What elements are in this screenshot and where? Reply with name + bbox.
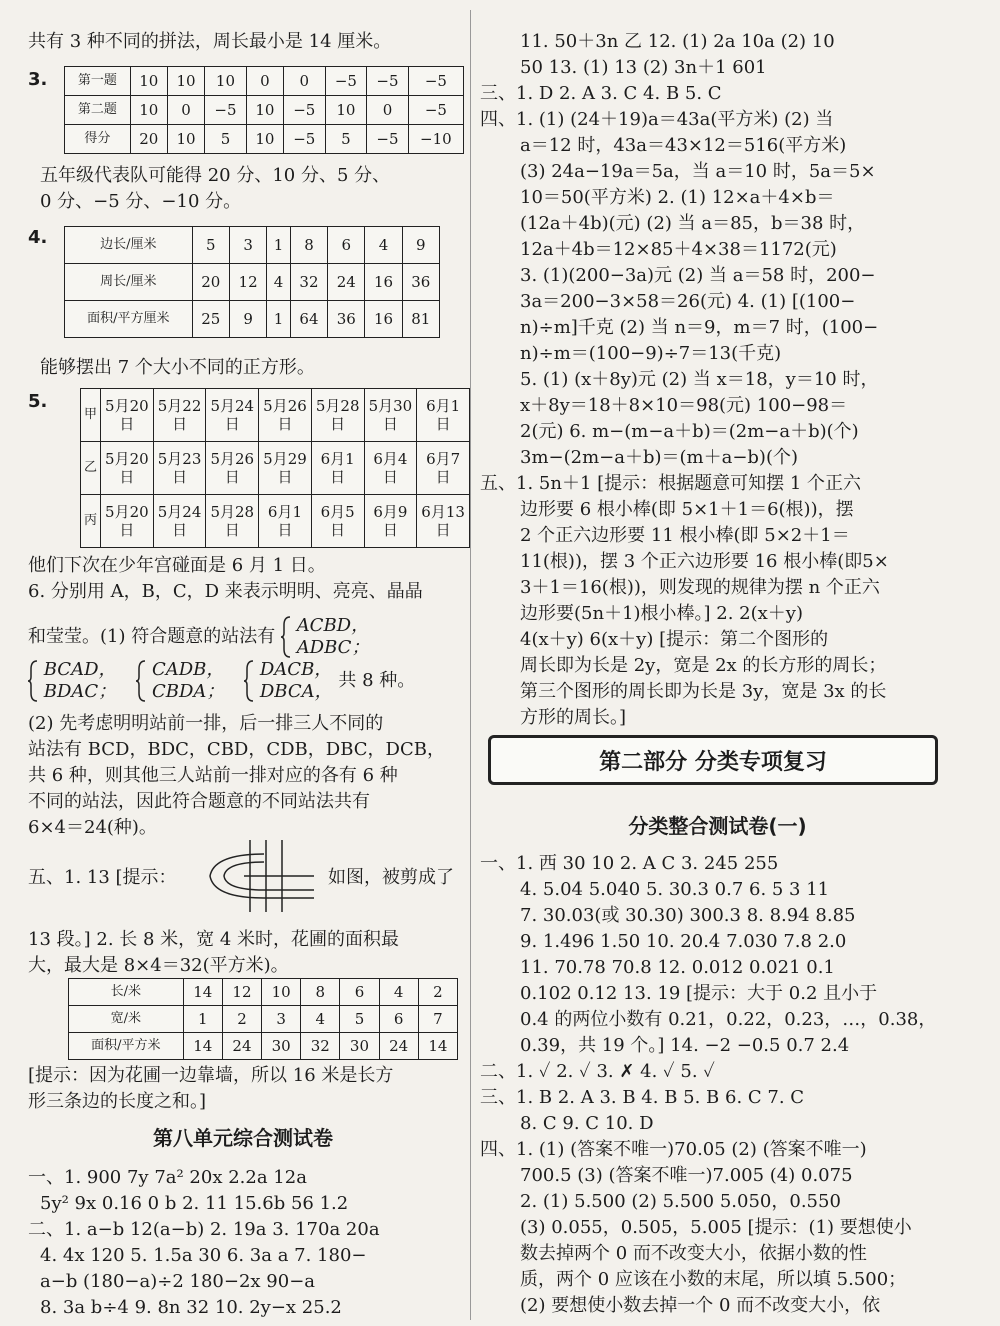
line: (3) 0.055，0.505，5.005 [提示：(1) 要想使小 bbox=[520, 1217, 912, 1238]
table-cell: 3 bbox=[229, 227, 266, 264]
table-cell: 5 bbox=[325, 125, 367, 154]
table-cell: 16 bbox=[365, 264, 402, 301]
table-cell: 16 bbox=[365, 301, 402, 338]
line: 11(根))，摆 3 个正六边形要 16 根小棒(即5× bbox=[520, 551, 889, 572]
row-header-cell: 丙 bbox=[81, 495, 101, 548]
brace-icon bbox=[28, 659, 38, 703]
table-cell: 30 bbox=[262, 1033, 301, 1060]
line: 8. 3a b÷4 9. 8n 32 10. 2y−x 25.2 bbox=[40, 1297, 342, 1318]
line: 共 6 种，则其他三人站前一排对应的各有 6 种 bbox=[28, 765, 398, 786]
question-number: 4. bbox=[28, 227, 48, 248]
table-cell: 10 bbox=[130, 96, 167, 125]
table-cell: 5月29日 bbox=[259, 442, 312, 495]
table-cell: 5月24日 bbox=[153, 495, 206, 548]
table-cell: 5 bbox=[340, 1006, 379, 1033]
line: 和莹莹。(1) 符合题意的站法有 ACBD， ADBC； bbox=[28, 615, 370, 658]
line: a−b (180−a)÷2 180−2x 90−a bbox=[40, 1271, 316, 1292]
line: 3＋1＝16(根))，则发现的规律为摆 n 个正六 bbox=[520, 577, 880, 598]
area-table bbox=[68, 978, 458, 1060]
line: 五、1. 5n＋1 [提示：根据题意可知摆 1 个正六 bbox=[480, 473, 862, 494]
line: 3a＝200−3×58＝26(元) 4. (1) [(100− bbox=[520, 291, 856, 312]
line: 5y² 9x 0.16 0 b 2. 11 15.6b 56 1.2 bbox=[40, 1193, 349, 1214]
rope-figure bbox=[204, 836, 324, 916]
table-cell: 5月28日 bbox=[311, 389, 364, 442]
table-cell: 10 bbox=[167, 67, 204, 96]
line: n)÷m＝(100−9)÷7＝13(千克) bbox=[520, 343, 782, 364]
section-title: 分类整合测试卷(一) bbox=[628, 814, 807, 838]
table-cell: −5 bbox=[284, 125, 326, 154]
table-cell: 10 bbox=[205, 67, 247, 96]
table-cell: 10 bbox=[130, 67, 167, 96]
line: [提示：因为花圃一边靠墙，所以 16 米是长方 bbox=[28, 1065, 394, 1086]
table-cell: 5 bbox=[205, 125, 247, 154]
table-cell: 25 bbox=[192, 301, 229, 338]
table-cell: 4 bbox=[301, 1006, 340, 1033]
line: 大，最大是 8×4＝32(平方米)。 bbox=[28, 955, 289, 976]
row-header-cell: 宽/米 bbox=[69, 1006, 184, 1033]
line: (12a＋4b)(元) (2) 当 a＝85，b＝38 时， bbox=[520, 213, 866, 234]
line: 0.102 0.12 13. 19 [提示：大于 0.2 且小于 bbox=[520, 983, 878, 1004]
table-cell: 5月20日 bbox=[101, 442, 154, 495]
table-row bbox=[81, 442, 470, 495]
table-cell: 0 bbox=[284, 67, 326, 96]
row-header-cell: 周长/厘米 bbox=[65, 264, 193, 301]
table-row bbox=[65, 301, 440, 338]
line: 方形的周长。] bbox=[520, 707, 627, 728]
part-banner: 第二部分 分类专项复习 bbox=[488, 735, 938, 785]
table-cell: 32 bbox=[301, 1033, 340, 1060]
table-cell: −5 bbox=[205, 96, 247, 125]
line: 四、1. (1) (答案不唯一)70.05 (2) (答案不唯一) bbox=[480, 1139, 867, 1160]
row-header-cell: 边长/厘米 bbox=[65, 227, 193, 264]
table-cell: 14 bbox=[418, 1033, 457, 1060]
line: 10＝50(平方米) 2. (1) 12×a＋4×b＝ bbox=[520, 187, 835, 208]
table-cell: 5月22日 bbox=[153, 389, 206, 442]
table-cell: 10 bbox=[262, 979, 301, 1006]
table-cell: 1 bbox=[267, 301, 291, 338]
line: 2 个正六边形要 11 根小棒(即 5×2＋1＝ bbox=[520, 525, 850, 546]
table-cell: 36 bbox=[402, 264, 439, 301]
line: 如图，被剪成了 bbox=[328, 867, 454, 888]
table-cell: 6月1日 bbox=[417, 389, 470, 442]
table-cell: 20 bbox=[192, 264, 229, 301]
line: 站法有 BCD，BDC，CBD，CDB，DBC，DCB， bbox=[28, 739, 445, 760]
line: 4. 5.04 5.040 5. 30.3 0.7 6. 5 3 11 bbox=[520, 879, 830, 900]
table-cell: 36 bbox=[328, 301, 365, 338]
table-row bbox=[65, 264, 440, 301]
table-cell: 9 bbox=[402, 227, 439, 264]
table-cell: 10 bbox=[246, 125, 283, 154]
line: a＝12 时，43a＝43×12＝516(平方米) bbox=[520, 135, 847, 156]
line: (2) 要想使小数去掉一个 0 而不改变大小，依 bbox=[520, 1295, 881, 1316]
table-cell: 3 bbox=[262, 1006, 301, 1033]
table-row bbox=[65, 125, 464, 154]
table-row bbox=[65, 67, 464, 96]
line: 周长即为长是 2y，宽是 2x 的长方形的周长； bbox=[520, 655, 887, 676]
table-cell: −10 bbox=[408, 125, 463, 154]
table-row bbox=[81, 389, 470, 442]
table-cell: 10 bbox=[167, 125, 204, 154]
table-cell: 0 bbox=[246, 67, 283, 96]
table-cell: 8 bbox=[290, 227, 327, 264]
row-header-cell: 乙 bbox=[81, 442, 101, 495]
brace-icon bbox=[136, 659, 146, 703]
line: 二、1. a−b 12(a−b) 2. 19a 3. 170a 20a bbox=[28, 1219, 380, 1240]
table-cell: 6月7日 bbox=[417, 442, 470, 495]
line: 形三条边的长度之和。] bbox=[28, 1091, 207, 1112]
table-cell: 6月1日 bbox=[311, 442, 364, 495]
line: 12a＋4b＝12×85＋4×38＝1172(元) bbox=[520, 239, 837, 260]
brace-icon bbox=[281, 615, 291, 659]
line: 第三个图形的周长即为长是 3y，宽是 3x 的长 bbox=[520, 681, 887, 702]
line: 五、1. 13 [提示： bbox=[28, 867, 177, 888]
row-header-cell: 第一题 bbox=[65, 67, 131, 96]
table-cell: 6月9日 bbox=[364, 495, 417, 548]
table-cell: 1 bbox=[183, 1006, 222, 1033]
table-cell: 1 bbox=[267, 227, 291, 264]
row-header-cell: 长/米 bbox=[69, 979, 184, 1006]
table-cell: 6月4日 bbox=[364, 442, 417, 495]
line: 他们下次在少年宫碰面是 6 月 1 日。 bbox=[28, 555, 326, 576]
line: 9. 1.496 1.50 10. 20.4 7.030 7.8 2.0 bbox=[520, 931, 847, 952]
table-cell: 4 bbox=[365, 227, 402, 264]
table-cell: 6月5日 bbox=[311, 495, 364, 548]
table-cell: −5 bbox=[367, 125, 409, 154]
date-table bbox=[80, 388, 470, 548]
line: 11. 50＋3n 乙 12. (1) 2a 10a (2) 10 bbox=[520, 31, 835, 52]
question-number: 5. bbox=[28, 391, 48, 412]
table-cell: 4 bbox=[267, 264, 291, 301]
line: 8. C 9. C 10. D bbox=[520, 1113, 654, 1134]
table-cell: −5 bbox=[367, 67, 409, 96]
table-cell: 8 bbox=[301, 979, 340, 1006]
line: 50 13. (1) 13 (2) 3n＋1 601 bbox=[520, 57, 767, 78]
line: 边形要 6 根小棒(即 5×1＋1＝6(根))，摆 bbox=[520, 499, 854, 520]
table-cell: 14 bbox=[183, 979, 222, 1006]
line: 6. 分别用 A，B，C，D 来表示明明、亮亮、晶晶 bbox=[28, 581, 423, 602]
table-cell: 5月26日 bbox=[206, 442, 259, 495]
line: 3. (1)(200−3a)元 (2) 当 a＝58 时，200− bbox=[520, 265, 876, 286]
line: 一、1. 900 7y 7a² 20x 2.2a 12a bbox=[28, 1167, 307, 1188]
line: 700.5 (3) (答案不唯一)7.005 (4) 0.075 bbox=[520, 1165, 853, 1186]
line: 五年级代表队可能得 20 分、10 分、5 分、 bbox=[40, 165, 391, 186]
line: 0.4 的两位小数有 0.21，0.22，0.23，…，0.38， bbox=[520, 1009, 937, 1030]
line: 5. (1) (x＋8y)元 (2) 当 x＝18，y＝10 时， bbox=[520, 369, 879, 390]
table-cell: 30 bbox=[340, 1033, 379, 1060]
table-row bbox=[65, 96, 464, 125]
table-cell: 5月23日 bbox=[153, 442, 206, 495]
table-cell: 2 bbox=[222, 1006, 261, 1033]
table-cell: 5月20日 bbox=[101, 389, 154, 442]
line: 6×4＝24(种)。 bbox=[28, 817, 157, 838]
row-header-cell: 第二题 bbox=[65, 96, 131, 125]
table-row bbox=[65, 227, 440, 264]
table-cell: 20 bbox=[130, 125, 167, 154]
table-cell: 5月20日 bbox=[101, 495, 154, 548]
line: 4(x＋y) 6(x＋y) [提示：第二个图形的 bbox=[520, 629, 829, 650]
line: 能够摆出 7 个大小不同的正方形。 bbox=[40, 357, 315, 378]
table-cell: 5 bbox=[192, 227, 229, 264]
line: 13 段。] 2. 长 8 米，宽 4 米时，花圃的面积最 bbox=[28, 929, 400, 950]
table-cell: 6月1日 bbox=[259, 495, 312, 548]
table-cell: 10 bbox=[246, 96, 283, 125]
line: 质，两个 0 应该在小数的末尾，所以填 5.500； bbox=[520, 1269, 907, 1290]
line: 四、1. (1) (24＋19)a＝43a(平方米) (2) 当 bbox=[480, 109, 834, 130]
line: 三、1. D 2. A 3. C 4. B 5. C bbox=[480, 83, 722, 104]
row-header-cell: 面积/平方厘米 bbox=[65, 301, 193, 338]
table-cell: 32 bbox=[290, 264, 327, 301]
table-cell: 5月30日 bbox=[364, 389, 417, 442]
table-cell: 14 bbox=[183, 1033, 222, 1060]
table-cell: −5 bbox=[408, 67, 463, 96]
line: 3m−(2m−a＋b)＝(m＋a−b)(个) bbox=[520, 447, 798, 468]
table-cell: 6 bbox=[340, 979, 379, 1006]
line: 二、1. ✓ 2. ✓ 3. ✗ 4. ✓ 5. ✓ bbox=[480, 1061, 715, 1082]
line: 数去掉两个 0 而不改变大小，依据小数的性 bbox=[520, 1243, 867, 1264]
table-cell: 10 bbox=[325, 96, 367, 125]
section-title: 第八单元综合测试卷 bbox=[153, 1126, 333, 1150]
table-cell: 81 bbox=[402, 301, 439, 338]
table-cell: 24 bbox=[222, 1033, 261, 1060]
line: 2(元) 6. m−(m−a＋b)＝(2m−a＋b)(个) bbox=[520, 421, 859, 442]
row-header-cell: 面积/平方米 bbox=[69, 1033, 184, 1060]
table-cell: 5月24日 bbox=[206, 389, 259, 442]
table-row bbox=[69, 1033, 458, 1060]
score-table bbox=[64, 66, 464, 154]
table-cell: 0 bbox=[367, 96, 409, 125]
line: 4. 4x 120 5. 1.5a 30 6. 3a a 7. 180− bbox=[40, 1245, 367, 1266]
row-header-cell: 得分 bbox=[65, 125, 131, 154]
table-cell: 6 bbox=[379, 1006, 418, 1033]
table-row bbox=[81, 495, 470, 548]
line: (2) 先考虑明明站前一排，后一排三人不同的 bbox=[28, 713, 384, 734]
column-divider bbox=[470, 10, 471, 1320]
question-number: 3. bbox=[28, 69, 48, 90]
table-row bbox=[69, 979, 458, 1006]
table-cell: 0 bbox=[167, 96, 204, 125]
line: 0 分、−5 分、−10 分。 bbox=[40, 191, 242, 212]
table-cell: 5月26日 bbox=[259, 389, 312, 442]
table-cell: 6月13日 bbox=[417, 495, 470, 548]
table-cell: 5月28日 bbox=[206, 495, 259, 548]
row-header-cell: 甲 bbox=[81, 389, 101, 442]
line: 2. (1) 5.500 (2) 5.500 5.050，0.550 bbox=[520, 1191, 841, 1212]
table-cell: 64 bbox=[290, 301, 327, 338]
table-cell: 24 bbox=[328, 264, 365, 301]
line: 共有 3 种不同的拼法，周长最小是 14 厘米。 bbox=[28, 31, 392, 52]
table-cell: 24 bbox=[379, 1033, 418, 1060]
table-cell: 7 bbox=[418, 1006, 457, 1033]
table-cell: −5 bbox=[325, 67, 367, 96]
brace-icon bbox=[244, 659, 254, 703]
table-cell: 12 bbox=[229, 264, 266, 301]
line: 三、1. B 2. A 3. B 4. B 5. B 6. C 7. C bbox=[480, 1087, 805, 1108]
line: x＋8y＝18＋8×10＝98(元) 100−98＝ bbox=[520, 395, 848, 416]
line: 11. 70.78 70.8 12. 0.012 0.021 0.1 bbox=[520, 957, 835, 978]
table-cell: 6 bbox=[328, 227, 365, 264]
line: n)÷m]千克 (2) 当 n＝9，m＝7 时，(100− bbox=[520, 317, 879, 338]
line: 0.39，共 19 个。] 14. −2 −0.5 0.7 2.4 bbox=[520, 1035, 850, 1056]
line: 不同的站法，因此符合题意的不同站法共有 bbox=[28, 791, 370, 812]
line: 一、1. 西 30 10 2. A C 3. 245 255 bbox=[480, 853, 779, 874]
line: BCAD， BDAC； CADB， CBDA； DACB， DBCA， 共 8 种。 bbox=[28, 656, 415, 706]
square-table bbox=[64, 226, 440, 338]
table-cell: −5 bbox=[284, 96, 326, 125]
line: (3) 24a−19a＝5a，当 a＝10 时，5a＝5× bbox=[520, 161, 876, 182]
table-cell: 12 bbox=[222, 979, 261, 1006]
table-cell: 4 bbox=[379, 979, 418, 1006]
line: 边形要(5n＋1)根小棒。] 2. 2(x＋y) bbox=[520, 603, 803, 624]
table-row bbox=[69, 1006, 458, 1033]
line: 7. 30.03(或 30.30) 300.3 8. 8.94 8.85 bbox=[520, 905, 856, 926]
table-cell: −5 bbox=[408, 96, 463, 125]
table-cell: 2 bbox=[418, 979, 457, 1006]
table-cell: 9 bbox=[229, 301, 266, 338]
